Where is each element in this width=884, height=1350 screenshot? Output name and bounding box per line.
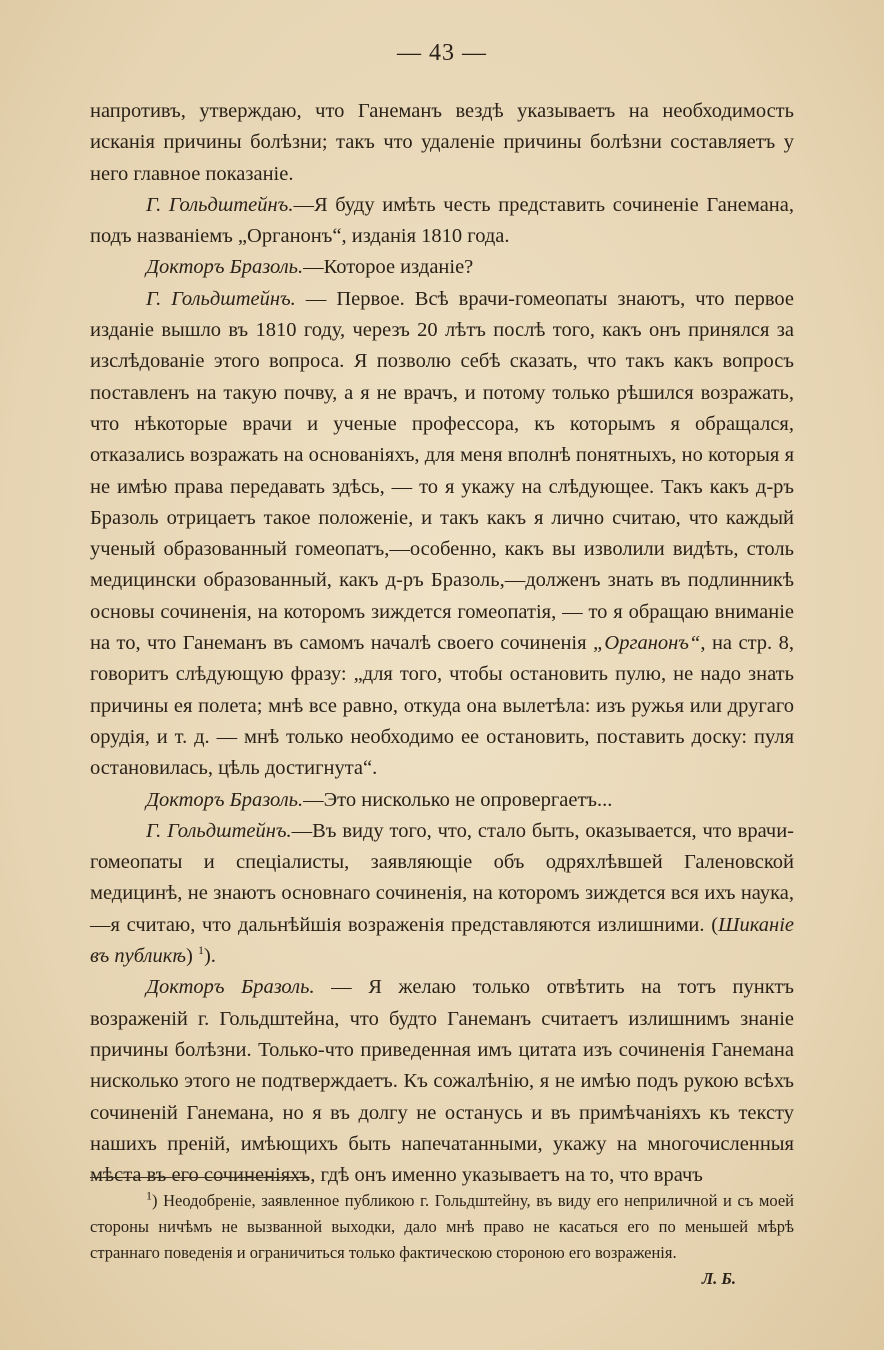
footnote-marker: 1 — [146, 1188, 152, 1203]
paragraph-goldstein-1 — [90, 190, 794, 253]
paragraph-brazol-3 — [90, 972, 794, 1191]
paragraph-brazol-1 — [90, 252, 794, 283]
speaker-name: Докторъ Бразоль. — [146, 976, 315, 999]
paragraph-text-after: ) — [186, 945, 198, 968]
stage-direction: Шиканіе въ публикѣ — [90, 913, 794, 968]
speaker-name: Г. Гольдштейнъ. — [146, 287, 296, 310]
page-number: — 43 — — [397, 40, 487, 66]
footnote — [90, 1188, 794, 1292]
footnote-reference[interactable]: 1 — [197, 943, 204, 958]
paragraph-text: —Это нисколько не опровергаетъ... — [303, 788, 613, 811]
paragraph-brazol-2 — [90, 785, 794, 816]
speaker-name: Г. Гольдштейнъ. — [146, 819, 292, 842]
book-title: „Органонъ“ — [593, 632, 701, 655]
footnote-divider — [90, 1177, 308, 1178]
footnote-signature: Л. Б. — [701, 1269, 736, 1288]
speaker-name: Г. Гольдштейнъ. — [146, 193, 294, 216]
paragraph-text: —Въ виду того, что, стало быть, оказывается, что врачи-гомеопаты и спеціалисты, заявляющіе объ одряхлѣвшей Галеновской медицинѣ, не знаютъ основнаго сочиненія, на которомъ зиждется вся ихъ наука,—я считаю, что дальнѣйшія возраженія представляются излишними. ( — [90, 819, 794, 936]
paragraph-text: напротивъ, утверждаю, что Ганеманъ вездѣ указываетъ на необходимость исканія причины болѣзни; такъ что удаленіе причины болѣзни составляетъ у него главное показаніе. — [90, 100, 794, 185]
paragraph-goldstein-2 — [90, 284, 794, 785]
paragraph-text: — Первое. Всѣ врачи-гомеопаты знаютъ, что первое изданіе вышло въ 1810 году, черезъ 20 лѣтъ послѣ того, какъ онъ принялся за изслѣдованіе этого вопроса. Я позволю себѣ сказать, что такъ какъ вопросъ поставленъ на такую почву, а я не врачъ, и потому только рѣшился возражать, что нѣкоторые врачи и ученые профессора, къ которымъ я обращался, отказались возражать на основаніяхъ, для меня вполнѣ понятныхъ, но которыя я не имѣю права передавать здѣсь, — то я укажу на слѣдующее. Такъ какъ д-ръ Бразоль отрицаетъ такое положеніе, и такъ какъ я лично считаю, что каждый ученый образованный гомеопатъ,—особенно, какъ вы изволили видѣть, столь медицински образованный, какъ д-ръ Бразоль,—долженъ знать въ подлинникѣ основы сочиненія, на которомъ зиждется гомеопатія, — то я обращаю вниманіе на то, что Ганеманъ въ самомъ началѣ своего сочиненія — [90, 287, 794, 655]
footnote-text-block — [90, 1188, 794, 1288]
paragraph-text: —Которое изданіе? — [303, 256, 474, 279]
paragraph-text: —Я буду имѣть честь представить сочиненіе Ганемана, подъ названіемъ „Органонъ“, изданія 1810 года. — [90, 193, 794, 248]
footnote-text: ) Неодобреніе, заявленное публикою г. Гольдштейну, въ виду его неприличной и съ моей стороны ничѣмъ не вызванной выходки, дало мнѣ право не касаться его по меньшей мѣрѣ страннаго поведенія и ограничиться только фактическою стороною его возраженія. — [90, 1191, 794, 1262]
paragraph-goldstein-3 — [90, 816, 794, 972]
speaker-name: Докторъ Бразоль. — [146, 788, 304, 811]
paragraph-continuation — [90, 96, 794, 190]
speaker-name: Докторъ Бразоль. — [146, 256, 304, 279]
paragraph-text: — Я желаю только отвѣтить на тотъ пунктъ возраженій г. Гольдштейна, что будто Ганеманъ считаетъ излишнимъ знаніе причины болѣзни. Только-что приведенная имъ цитата изъ сочиненія Ганемана нисколько этого не подтверждаетъ. Къ сожалѣнію, я не имѣю подъ рукою всѣхъ сочиненій Ганемана, но я въ долгу не останусь и въ примѣчаніяхъ къ тексту нашихъ преній, имѣющихъ быть напечатанными, укажу на многочисленныя мѣста въ его сочиненіяхъ, гдѣ онъ именно указываетъ на то, что врачъ — [90, 976, 794, 1187]
paragraph-text-end: ). — [203, 945, 216, 968]
paragraph-text-after: , на стр. 8, говоритъ слѣдующую фразу: „для того, чтобы остановить пулю, не надо знать причины ея полета; мнѣ все равно, откуда она вылетѣла: изъ ружья или другаго орудія, и т. д. — мнѣ только необходимо ее остановить, поставить доску: пуля остановилась, цѣль достигнута“. — [90, 632, 794, 780]
body-text — [90, 96, 794, 1191]
